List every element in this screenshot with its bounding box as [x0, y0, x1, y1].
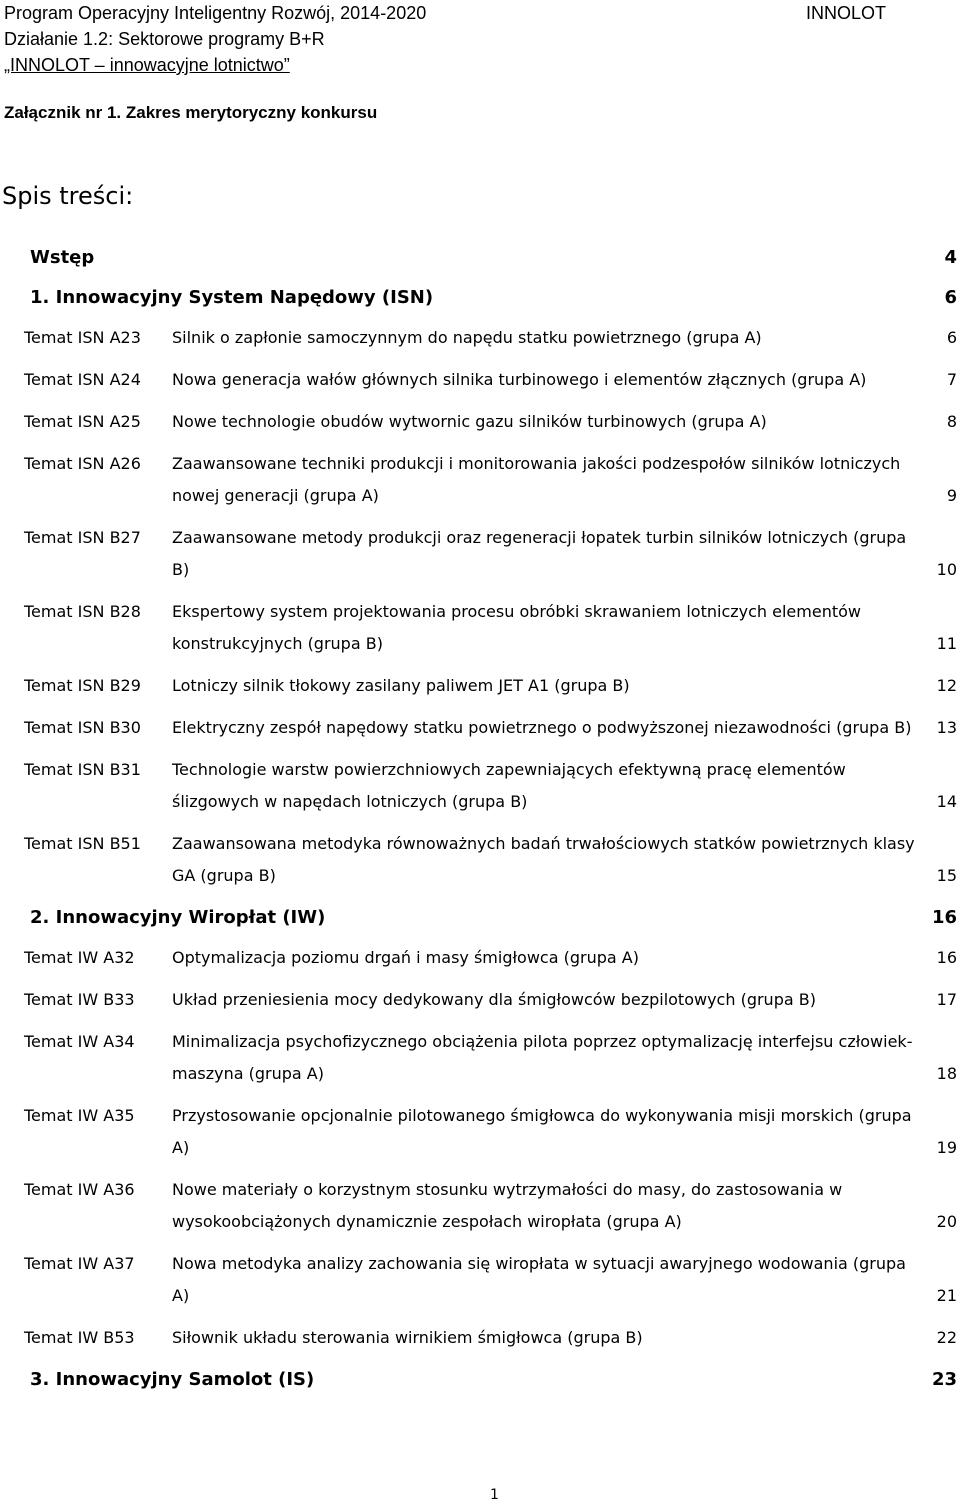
- toc-entry-page: 11: [936, 634, 957, 653]
- toc-entry-title: Silnik o zapłonie samoczynnym do napędu statku powietrznego (grupa A): [172, 328, 762, 347]
- toc-entry-title: Układ przeniesienia mocy dedykowany dla śmigłowców bezpilotowych (grupa B): [172, 990, 816, 1009]
- program-name: Program Operacyjny Inteligentny Rozwój, 2014-2020: [4, 3, 427, 23]
- annex-title: Załącznik nr 1. Zakres merytoryczny konkursu: [4, 103, 378, 122]
- toc-entry-page: 15: [936, 866, 957, 885]
- toc-entry-title: Lotniczy silnik tłokowy zasilany paliwem JET A1 (grupa B): [172, 676, 630, 695]
- toc-entry-page: 17: [936, 990, 957, 1009]
- toc-entry[interactable]: [24, 322, 960, 354]
- toc-entry-page: 4: [944, 247, 957, 268]
- page-number: 1: [490, 1487, 499, 1503]
- toc-entry-title: Nowe technologie obudów wytwornic gazu silników turbinowych (grupa A): [172, 412, 767, 431]
- measure-name: Działanie 1.2: Sektorowe programy B+R: [4, 29, 325, 49]
- toc-section-label: 3. Innowacyjny Samolot (IS): [30, 1369, 315, 1390]
- toc-entry[interactable]: [24, 1322, 960, 1354]
- toc-entry[interactable]: [24, 984, 960, 1016]
- toc-entry-page: 21: [936, 1286, 957, 1305]
- project-name: „INNOLOT – innowacyjne lotnictwo”: [4, 55, 290, 75]
- toc-section-page: 16: [931, 907, 957, 928]
- toc-entry-title: Zaawansowane metody produkcji oraz regeneracji łopatek turbin silników lotniczych (grupa B): [172, 528, 907, 579]
- toc-section-label: 2. Innowacyjny Wiropłat (IW): [30, 907, 326, 928]
- toc-entry-page: 8: [946, 412, 957, 431]
- toc-entry-code: Temat IW B33: [24, 990, 135, 1009]
- toc-entry-code: Temat ISN A24: [24, 370, 141, 389]
- toc-entry-page: 14: [936, 792, 957, 811]
- toc-entry-code: Temat IW A37: [24, 1254, 135, 1273]
- toc-section-label: 1. Innowacyjny System Napędowy (ISN): [30, 287, 434, 308]
- toc-entry-page: 10: [936, 560, 957, 579]
- toc-entry-title: Nowa metodyka analizy zachowania się wiropłata w sytuacji awaryjnego wodowania (grupa A): [172, 1254, 906, 1305]
- toc-section-page: 23: [931, 1369, 957, 1390]
- toc-entry[interactable]: [24, 712, 960, 744]
- toc-entry-title: Elektryczny zespół napędowy statku powietrznego o podwyższonej niezawodności (grupa B): [172, 718, 912, 737]
- toc-entry-title: Nowe materiały o korzystnym stosunku wytrzymałości do masy, do zastosowania w wysokoobciążonych dynamicznie zespołach wiropłata (grupa A): [172, 1180, 843, 1231]
- toc-entry[interactable]: [24, 670, 960, 702]
- toc-entry[interactable]: [24, 1100, 960, 1164]
- toc-entry-page: 22: [936, 1328, 957, 1347]
- toc-entry-page: 9: [946, 486, 957, 505]
- toc-entry-code: Temat ISN A23: [24, 328, 141, 347]
- document-header: [4, 0, 954, 78]
- toc-entry-page: 7: [946, 370, 957, 389]
- toc-entry[interactable]: [24, 1174, 960, 1238]
- toc-entry-title: Przystosowanie opcjonalnie pilotowanego śmigłowca do wykonywania misji morskich (grupa A): [172, 1106, 912, 1157]
- header-right-label: INNOLOT: [805, 3, 886, 23]
- toc-title: Spis treści:: [2, 182, 134, 210]
- toc-entry-page: 13: [936, 718, 957, 737]
- toc-entry[interactable]: [24, 942, 960, 974]
- table-of-contents: [24, 242, 960, 1404]
- toc-entry-code: Temat ISN B30: [24, 718, 141, 737]
- toc-entry-intro[interactable]: [24, 242, 960, 274]
- toc-entry-code: Temat IW B53: [24, 1328, 135, 1347]
- toc-entry[interactable]: [24, 754, 960, 818]
- toc-entry-code: Temat IW A34: [24, 1032, 135, 1051]
- toc-entry-code: Temat IW A36: [24, 1180, 135, 1199]
- toc-entry-page: 16: [936, 948, 957, 967]
- toc-entry-code: Temat ISN B51: [24, 834, 141, 853]
- toc-entry[interactable]: [24, 1248, 960, 1312]
- toc-section-3[interactable]: [24, 1364, 960, 1396]
- toc-entry-title: Optymalizacja poziomu drgań i masy śmigłowca (grupa A): [172, 948, 639, 967]
- toc-entry-code: Temat IW A35: [24, 1106, 135, 1125]
- toc-entry[interactable]: [24, 448, 960, 512]
- toc-entry-title: Technologie warstw powierzchniowych zapewniających efektywną pracę elementów ślizgowych w napędach lotniczych (grupa B): [172, 760, 846, 811]
- toc-entry-title: Zaawansowana metodyka równoważnych badań trwałościowych statków powietrznych klasy GA (grupa B): [172, 834, 915, 885]
- toc-entry-page: 12: [936, 676, 957, 695]
- toc-entry-page: 18: [936, 1064, 957, 1083]
- toc-entry-label: Wstęp: [30, 247, 95, 268]
- toc-entry-code: Temat IW A32: [24, 948, 135, 967]
- toc-entry-title: Minimalizacja psychofizycznego obciążenia pilota poprzez optymalizację interfejsu człowiek-maszyna (grupa A): [172, 1032, 913, 1083]
- toc-entry[interactable]: [24, 828, 960, 892]
- toc-section-1[interactable]: [24, 282, 960, 314]
- toc-entry-title: Siłownik układu sterowania wirnikiem śmigłowca (grupa B): [172, 1328, 643, 1347]
- toc-entry[interactable]: [24, 406, 960, 438]
- toc-section-2[interactable]: [24, 902, 960, 934]
- toc-entry[interactable]: [24, 364, 960, 396]
- toc-entry-code: Temat ISN A25: [24, 412, 141, 431]
- toc-entry-code: Temat ISN B28: [24, 602, 141, 621]
- toc-entry-title: Zaawansowane techniki produkcji i monitorowania jakości podzespołów silników lotniczych nowej generacji (grupa A): [172, 454, 901, 505]
- toc-entry[interactable]: [24, 522, 960, 586]
- toc-entry-page: 6: [946, 328, 957, 347]
- toc-entry-page: 19: [936, 1138, 957, 1157]
- toc-entry-code: Temat ISN B27: [24, 528, 141, 547]
- toc-entry-page: 20: [936, 1212, 957, 1231]
- toc-entry-code: Temat ISN B29: [24, 676, 141, 695]
- toc-entry-code: Temat ISN A26: [24, 454, 141, 473]
- toc-section-page: 6: [944, 287, 957, 308]
- toc-entry-title: Nowa generacja wałów głównych silnika turbinowego i elementów złącznych (grupa A): [172, 370, 867, 389]
- toc-entry-code: Temat ISN B31: [24, 760, 141, 779]
- toc-entry-title: Ekspertowy system projektowania procesu obróbki skrawaniem lotniczych elementów konstrukcyjnych (grupa B): [172, 602, 861, 653]
- toc-entry[interactable]: [24, 596, 960, 660]
- toc-entry[interactable]: [24, 1026, 960, 1090]
